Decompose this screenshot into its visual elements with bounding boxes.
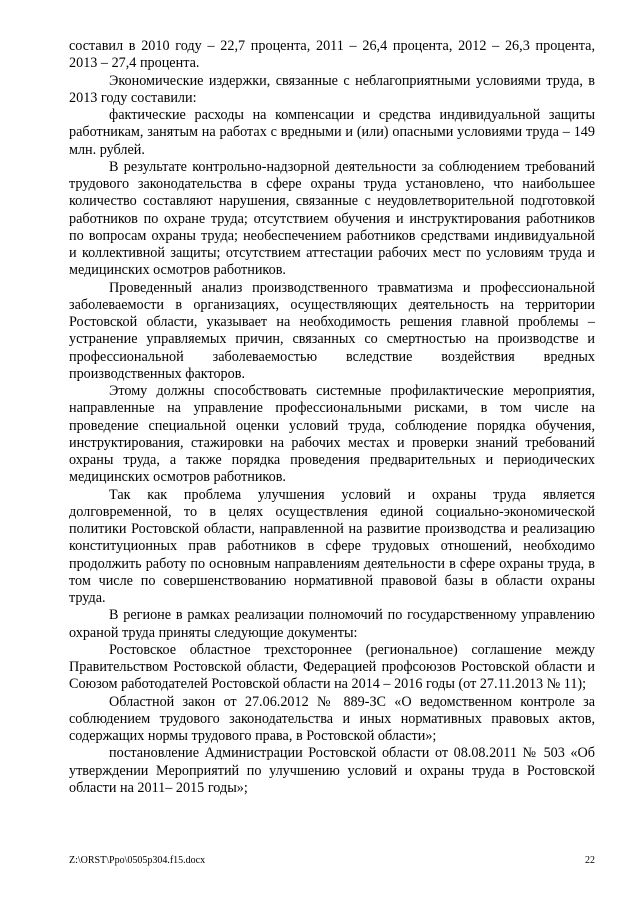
paragraph-injury-analysis: Проведенный анализ производственного травматизма и профессиональной заболеваемости в организациях, осуществляющих деятельность на территории Ростовской области, указывает на необходимость решения главной проблемы – устранение управляемых причин, связанных со смертностью на производстве и профессиональной заболеваемостью вследствие воздействия вредных производственных факторов.: [69, 279, 595, 382]
paragraph-long-term-problem: Так как проблема улучшения условий и охраны труда является долговременной, то в целях осуществления единой социально-экономической политики Ростовской области, направленной на развитие производства и реализацию конституционных прав работников в сфере трудовых отношений, необходимо продолжить работу по основным направлениям деятельности в сфере охраны труда, в том числе по совершенствованию нормативной правовой базы в области охраны труда.: [69, 486, 595, 606]
paragraph-resolution: постановление Администрации Ростовской области от 08.08.2011 № 503 «Об утверждении Мероприятий по улучшению условий и охраны труда в Ростовской области на 2011– 2015 годы»;: [69, 745, 595, 796]
paragraph-tripartite-agreement: Ростовское областное трехстороннее (региональное) соглашение между Правительством Ростовской области, Федерацией профсоюзов Ростовской области и Союзом работодателей Ростовской области на 2014 – 2016 годы (от 27.11.2013 № 11);: [69, 641, 595, 693]
paragraph-economic-costs: Экономические издержки, связанные с неблагоприятными условиями труда, в 2013 году составили:: [69, 72, 595, 106]
paragraph-continuation: составил в 2010 году – 22,7 процента, 2011 – 26,4 процента, 2012 – 26,3 процента, 2013 – 27,4 процента.: [69, 38, 595, 72]
document-body: [69, 38, 595, 797]
paragraph-actual-expenses: фактические расходы на компенсации и средства индивидуальной защиты работникам, занятым на работах с вредными и (или) опасными условиями труда – 149 млн. рублей.: [69, 107, 595, 158]
footer-file-path: Z:\ORST\Ppo\0505p304.f15.docx: [69, 855, 206, 866]
paragraph-regional-law: Областной закон от 27.06.2012 № 889-ЗС «О ведомственном контроле за соблюдением трудового законодательства и иных нормативных правовых актов, содержащих нормы трудового права, в Ростовской области»;: [69, 693, 595, 744]
paragraph-inspection-results: В результате контрольно-надзорной деятельности за соблюдением требований трудового законодательства в сфере охраны труда установлено, что наибольшее количество составляют нарушения, связанные с неудовлетворительной подготовкой работников по охране труда; отсутствием обучения и инструктирования работников по вопросам охраны труда; необеспечением работников средствами индивидуальной и коллективной защиты; отсутствием аттестации рабочих мест по условиям труда и медицинских осмотров работников.: [69, 158, 595, 279]
paragraph-preventive-measures: Этому должны способствовать системные профилактические мероприятия, направленные на управление профессиональными рисками, в том числе на проведение специальной оценки условий труда, соблюдение порядка обучения, инструктирования, стажировки на рабочих местах и проверки знаний требований охраны труда, а также порядка проведения предварительных и периодических медицинских осмотров работников.: [69, 383, 595, 486]
footer-page-number: 22: [585, 855, 595, 866]
paragraph-regional-documents: В регионе в рамках реализации полномочий по государственному управлению охраной труда приняты следующие документы:: [69, 607, 595, 641]
